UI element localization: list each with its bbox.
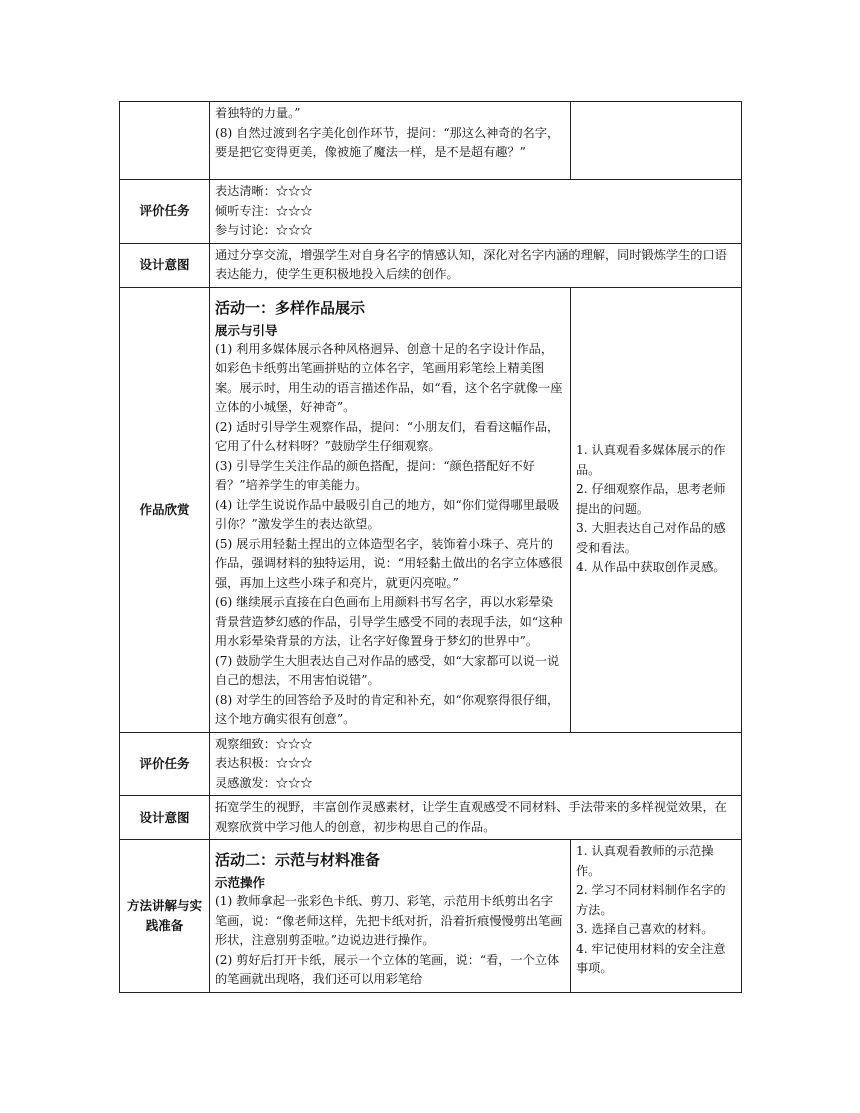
activity-two-step-2: (2) 剪好后打开卡纸，展示一个立体的笔画，说：“看，一个立体的笔画就出现咯，我们还可以用彩笔给: [215, 952, 560, 986]
works-appreciation-label: 作品欣赏: [120, 287, 210, 732]
activity-one-subtitle: 展示与引导: [215, 322, 278, 338]
student-prep-1: 1. 认真观看教师的示范操作。: [576, 844, 714, 878]
empty-student-cell: [571, 102, 742, 180]
works-appreciation-row: [120, 287, 742, 732]
student-activity-3: 3. 大胆表达自己对作品的感受和看法。: [576, 521, 726, 555]
student-prep-4: 4. 牢记使用材料的安全注意事项。: [576, 941, 726, 975]
activity-one-step-3: (3) 引导学生关注作品的颜色搭配，提问：“颜色搭配好不好看？”培养学生的审美能力。: [215, 458, 535, 492]
student-activity-4: 4. 从作品中获取创作灵感。: [576, 560, 726, 575]
design-intent-text-2: 拓宽学生的视野，丰富创作灵感素材，让学生直观感受不同材料、手法带来的多样视觉效果，在观察欣赏中学习他人的创意，初步构思自己的作品。: [210, 796, 742, 840]
continuation-row: [120, 102, 742, 180]
criterion-observation: 观察细致：☆☆☆: [215, 736, 313, 751]
criterion-expression: 表达清晰：☆☆☆: [215, 184, 313, 198]
design-intent-label-1: 设计意图: [120, 243, 210, 287]
method-practice-row: [120, 840, 742, 993]
evaluation-criteria-1: [210, 180, 742, 244]
activity-one-step-6: (6) 继续展示直接在白色画布上用颜料书写名字，再以水彩晕染背景营造梦幻感的作品，引导学生感受不同的表现手法，如“这种用水彩晕染背景的方法，让名字好像置身于梦幻的世界中”。: [215, 595, 563, 648]
criterion-inspiration: 灵感激发：☆☆☆: [215, 775, 313, 790]
continuation-content: [210, 102, 571, 180]
continuation-step-8: (8) 自然过渡到名字美化创作环节，提问：“那这么神奇的名字，要是把它变得更美，像被施了魔法一样，是不是超有趣？”: [215, 125, 560, 159]
method-practice-label: 方法讲解与实践准备: [120, 840, 210, 993]
activity-two-title: 活动二：示范与材料准备: [215, 851, 381, 869]
activity-one-title: 活动一：多样作品展示: [215, 298, 366, 317]
design-intent-text-1: 通过分享交流，增强学生对自身名字的情感认知，深化对名字内涵的理解，同时锻炼学生的口语表达能力，使学生更积极地投入后续的创作。: [210, 243, 742, 287]
activity-one-content: [210, 287, 571, 732]
activity-one-step-7: (7) 鼓励学生大胆表达自己对作品的感受，如“大家都可以说一说自己的想法，不用害怕说错”。: [215, 653, 560, 687]
design-intent-label-2: 设计意图: [120, 796, 210, 840]
student-prep-3: 3. 选择自己喜欢的材料。: [576, 922, 714, 936]
activity-one-step-2: (2) 适时引导学生观察作品，提问：“小朋友们，看看这幅作品，它用了什么材料呀？”鼓励学生仔细观察。: [215, 419, 560, 453]
evaluation-label-2: 评价任务: [120, 732, 210, 796]
activity-one-step-4: (4) 让学生说说作品中最吸引自己的地方，如“你们觉得哪里最吸引你？”激发学生的表达欲望。: [215, 497, 560, 531]
activity-two-subtitle: 示范操作: [215, 875, 266, 890]
activity-one-student-activities: [571, 287, 742, 732]
design-intent-row-1: [120, 243, 742, 287]
activity-one-step-5: (5) 展示用轻黏土捏出的立体造型名字，装饰着小珠子、亮片的作品，强调材料的独特运用，说：“用轻黏土做出的名字立体感很强，再加上这些小珠子和亮片，就更闪亮啦。”: [215, 536, 563, 590]
continuation-line: 着独特的力量。”: [215, 106, 301, 120]
empty-label-cell: [120, 102, 210, 180]
evaluation-label-1: 评价任务: [120, 180, 210, 244]
activity-two-content: [210, 840, 571, 993]
criterion-participation: 参与讨论：☆☆☆: [215, 223, 313, 237]
criterion-active-expression: 表达积极：☆☆☆: [215, 756, 313, 770]
activity-two-step-1: (1) 教师拿起一张彩色卡纸、剪刀、彩笔，示范用卡纸剪出名字笔画，说：“像老师这样，先把卡纸对折，沿着折痕慢慢剪出笔画形状，注意别剪歪啦。”边说边进行操作。: [215, 894, 563, 947]
criterion-listening: 倾听专注：☆☆☆: [215, 203, 313, 218]
student-activity-2: 2. 仔细观察作品，思考老师提出的问题。: [576, 482, 726, 516]
activity-two-student-activities: [571, 840, 742, 993]
activity-one-step-8: (8) 对学生的回答给予及时的肯定和补充，如“你观察得很仔细，这个地方确实很有创意”。: [215, 692, 560, 726]
activity-one-step-1: (1) 利用多媒体展示各种风格迥异、创意十足的名字设计作品，如彩色卡纸剪出笔画拼贴的立体名字，笔画用彩笔绘上精美图案。展示时，用生动的语言描述作品，如“看，这个名字就像一座立体的小城堡，好神奇”。: [215, 341, 563, 414]
lesson-plan-table: [119, 101, 742, 993]
evaluation-criteria-2: [210, 732, 742, 796]
design-intent-row-2: [120, 796, 742, 840]
evaluation-row-1: [120, 180, 742, 244]
student-prep-2: 2. 学习不同材料制作名字的方法。: [576, 883, 726, 917]
student-activity-1: 1. 认真观看多媒体展示的作品。: [576, 443, 726, 477]
evaluation-row-2: [120, 732, 742, 796]
